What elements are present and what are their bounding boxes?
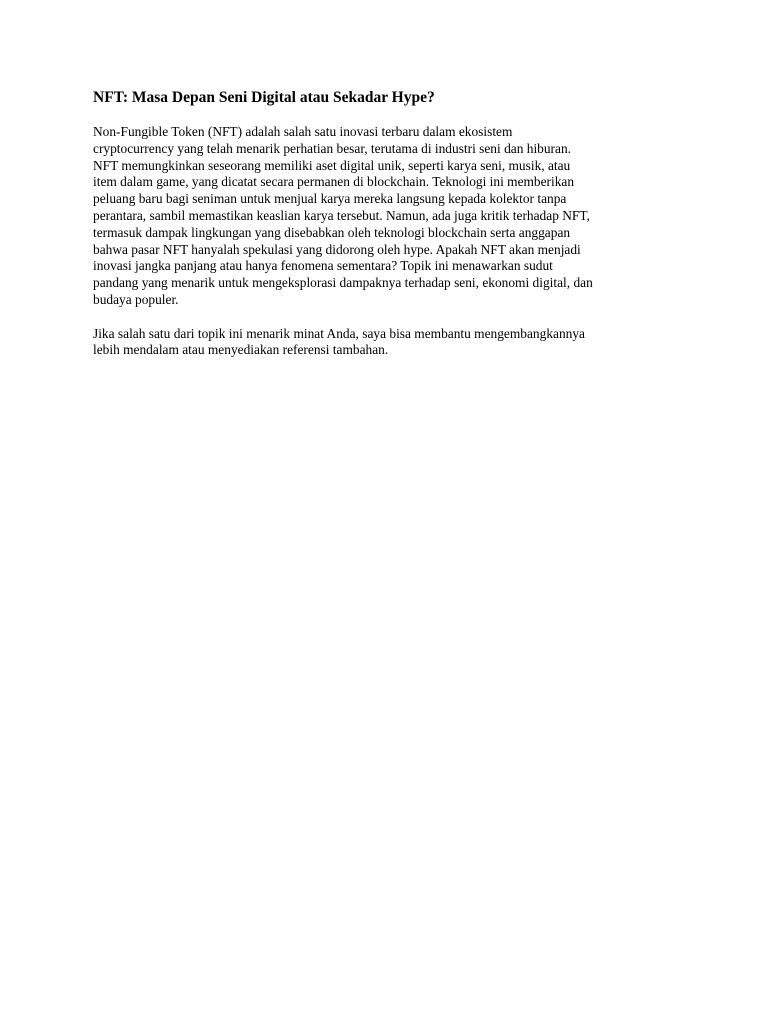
paragraph-nft-intro [93,124,683,309]
paragraph-line: Jika salah satu dari topik ini menarik minat Anda, saya bisa membantu mengembangkannya [93,325,585,341]
paragraph-line: cryptocurrency yang telah menarik perhatian besar, terutama di industri seni dan hiburan. [93,140,572,156]
paragraph-line: budaya populer. [93,291,179,307]
document-title: NFT: Masa Depan Seni Digital atau Sekadar Hype? [93,89,435,106]
paragraph-line: Non-Fungible Token (NFT) adalah salah satu inovasi terbaru dalam ekosistem [93,124,513,139]
paragraph-line: lebih mendalam atau menyediakan referensi tambahan. [93,342,389,358]
paragraph-closing [93,326,683,360]
paragraph-line: termasuk dampak lingkungan yang disebabkan oleh teknologi blockchain serta anggapan [93,224,571,240]
document-page [93,88,683,376]
paragraph-line: peluang baru bagi seniman untuk menjual karya mereka langsung kepada kolektor tanpa [93,191,567,207]
paragraph-line: inovasi jangka panjang atau hanya fenomena sementara? Topik ini menawarkan sudut [93,258,553,274]
paragraph-line: pandang yang menarik untuk mengeksplorasi dampaknya terhadap seni, ekonomi digital, dan [93,275,593,291]
paragraph-line: bahwa pasar NFT hanyalah spekulasi yang didorong oleh hype. Apakah NFT akan menjadi [93,241,581,257]
paragraph-line: perantara, sambil memastikan keaslian karya tersebut. Namun, ada juga kritik terhadap NFT, [93,207,590,223]
paragraph-line: item dalam game, yang dicatat secara permanen di blockchain. Teknologi ini memberikan [93,174,575,190]
paragraph-line: NFT memungkinkan seseorang memiliki aset digital unik, seperti karya seni, musik, atau [93,157,571,173]
